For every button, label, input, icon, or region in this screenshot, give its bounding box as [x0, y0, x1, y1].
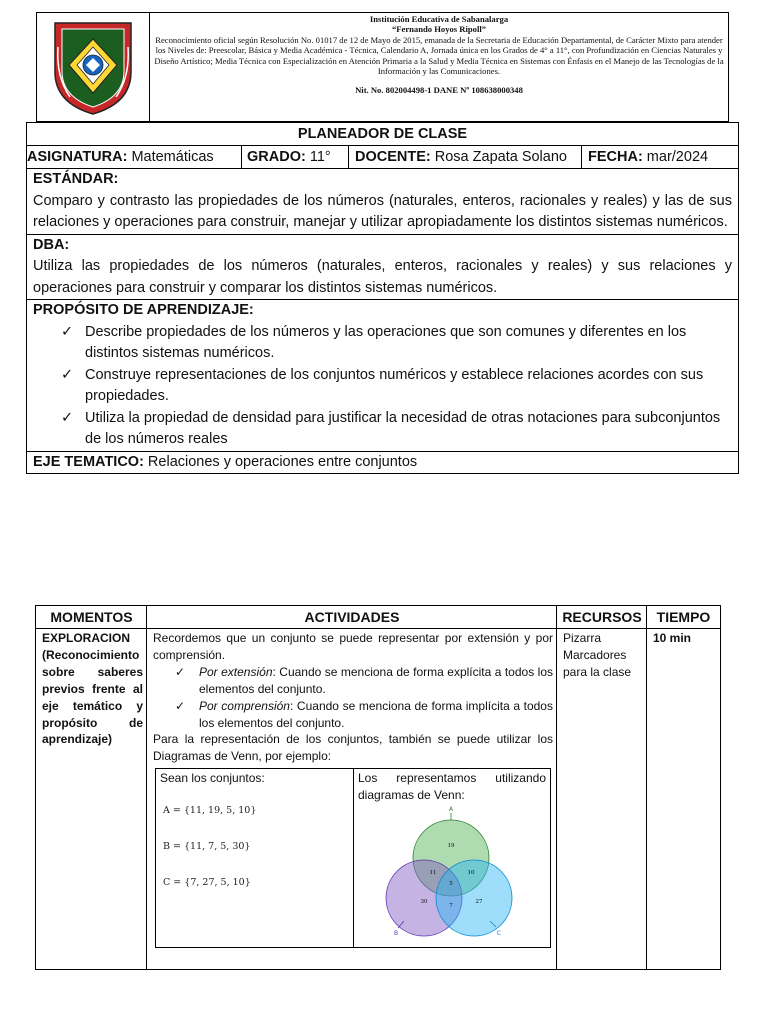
recognition-text: Reconocimiento oficial según Resolución No. 01017 de 12 de Mayo de 2015, emanada de la Secretaria de Educación Departamental, de Carácter Mixto para atender los Niveles de: Preescolar, Básica y Media Académica - Técnica, Calendario A, Jornada única en los Grados de 4° a 11°, con Profundización en Ciencias Naturales y Diseño Artístico; Media Técnica con Especialización en Atención Primaria a la Salud y Media Técnica en Sistemas con Énfasis en el Manejo de las Tecnologías de la Información y las Comunicaciones. [154, 34, 724, 77]
purpose-section [27, 299, 738, 451]
date-cell [582, 146, 738, 168]
set-c-definition: C = {7, 27, 5, 10} [163, 877, 251, 888]
time-text: 10 min [653, 631, 692, 645]
checkmark-icon: ✓ [61, 323, 74, 340]
standard-heading: ESTÁNDAR: [33, 171, 119, 187]
subject-cell [27, 146, 242, 168]
venn-diagram [354, 803, 550, 945]
venn-example-table [155, 768, 551, 948]
school-crest-logo [50, 17, 136, 117]
teacher-cell [349, 146, 582, 168]
date-label: FECHA: [588, 149, 643, 165]
dba-heading: DBA: [33, 236, 70, 253]
grade-cell [242, 146, 349, 168]
venn-region-only-c: 27 [475, 899, 483, 905]
representation-item: ✓ Por comprensión: Cuando se menciona de forma implícita a todos los elementos del conjunto. [175, 698, 553, 730]
venn-cell [354, 769, 550, 947]
representation-item: ✓ Por extensión: Cuando se menciona de forma explícita a todos los elementos del conjunto. [175, 664, 553, 696]
purpose-item: ✓ Utiliza la propiedad de densidad para justificar la necesidad de otras notaciones para subconjuntos de los números reales [61, 409, 721, 447]
logo-cell [37, 13, 150, 121]
venn-label-c: C [496, 930, 502, 937]
grade-label: GRADO: [247, 149, 306, 165]
purpose-item: ✓ Describe propiedades de los números y las operaciones que son comunes y diferentes en los distintos sistemas numéricos. [61, 323, 687, 361]
date-value: mar/2024 [642, 149, 709, 165]
resources-header: RECURSOS [562, 609, 642, 625]
institution-name: Institución Educativa de Sabanalarga [369, 14, 509, 24]
set-b-definition: B = {11, 7, 5, 30} [163, 841, 251, 852]
institution-info [150, 13, 728, 121]
venn-label-a: A [448, 806, 454, 813]
dba-section [27, 234, 738, 300]
venn-region-a-c: 10 [467, 870, 475, 876]
teacher-value: Rosa Zapata Solano [430, 149, 567, 165]
subject-value: Matemáticas [127, 149, 214, 165]
planner-info-row [27, 145, 738, 168]
venn-intro: Para la representación de los conjuntos, también se puede utilizar los Diagramas de Venn, por ejemplo: [153, 732, 553, 764]
theme-value: Relaciones y operaciones entre conjuntos [143, 453, 418, 470]
representation-list [153, 664, 553, 732]
nit-dane: Nit. No. 802004498-1 DANE Nº 108638000348 [355, 85, 523, 96]
standard-text: Comparo y contrasto las propiedades de los números (naturales, enteros, racionales y reales) y las de sus relaciones y operaciones para construir, manejar y utilizar apropiadamente los distintos sistemas numéricos. [33, 192, 732, 230]
institution-header [36, 12, 729, 122]
sets-cell [156, 769, 354, 947]
activity-content [147, 629, 557, 765]
venn-label-b: B [393, 930, 399, 937]
activities-header: ACTIVIDADES [304, 609, 400, 625]
activities-header-row [36, 606, 720, 629]
venn-region-a-b-c: 5 [449, 881, 453, 887]
institution-honoree: “Fernando Hoyos Ripoll” [391, 24, 487, 35]
checkmark-icon: ✓ [61, 366, 74, 383]
venn-region-a-b: 11 [429, 870, 437, 876]
subject-label: ASIGNATURA: [27, 149, 128, 165]
venn-region-only-b: 30 [420, 899, 428, 905]
time-header: TIEMPO [656, 609, 711, 625]
class-planner-table [26, 122, 739, 474]
sets-heading: Sean los conjuntos: [160, 771, 265, 785]
standard-section [27, 168, 738, 234]
venn-region-only-a: 19 [447, 843, 455, 849]
teacher-label: DOCENTE: [355, 149, 431, 165]
intro-text: Recordemos que un conjunto se puede representar por extensión y por comprensión. [153, 631, 553, 662]
venn-heading: Los representamos utilizando diagramas de Venn: [358, 771, 546, 802]
venn-region-b-c: 7 [449, 903, 453, 909]
checkmark-icon: ✓ [175, 664, 186, 679]
grade-value: 11° [305, 149, 331, 165]
moments-header: MOMENTOS [50, 609, 133, 625]
set-a-definition: A = {11, 19, 5, 10} [163, 805, 257, 816]
dba-text: Utiliza las propiedades de los números (naturales, enteros, racionales y reales) y sus relaciones y operaciones para construir y comparar los distintos sistemas numéricos. [33, 258, 732, 296]
theme-label: EJE TEMATICO: [33, 453, 144, 470]
planner-title: PLANEADOR DE CLASE [27, 122, 738, 145]
theme-section [27, 451, 738, 474]
purpose-list [33, 322, 732, 451]
moment-title: EXPLORACION (Reconocimiento sobre saberes previos frente al eje temático y propósito de aprendizaje) [42, 631, 143, 747]
checkmark-icon: ✓ [175, 698, 186, 713]
resources-text: Pizarra Marcadores para la clase [563, 631, 632, 679]
purpose-heading: PROPÓSITO DE APRENDIZAJE: [33, 302, 254, 318]
purpose-item: ✓ Construye representaciones de los conjuntos numéricos y establece relaciones acordes con sus propiedades. [61, 366, 704, 404]
activities-table [35, 605, 721, 970]
checkmark-icon: ✓ [61, 409, 74, 426]
